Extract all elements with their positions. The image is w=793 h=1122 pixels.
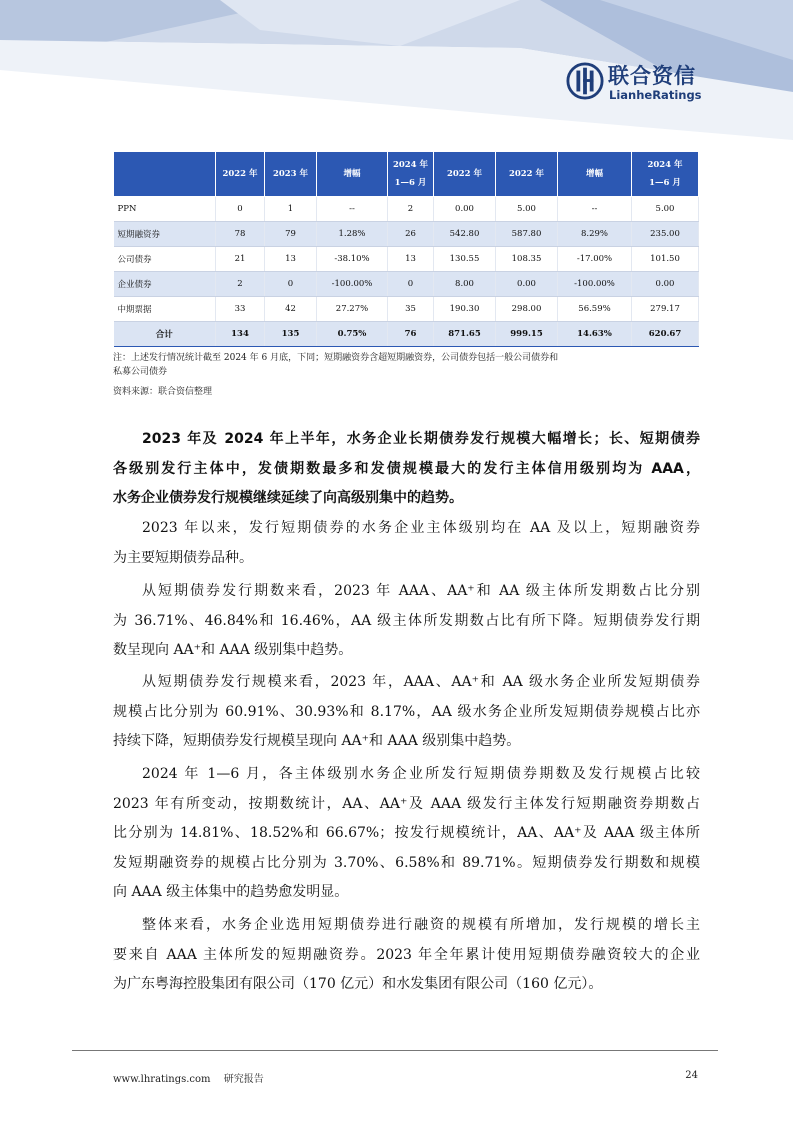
paragraph-line: 整体来看，水务企业选用短期债券进行融资的规模有所增加，发行规模的增长主	[142, 917, 700, 933]
row-label: 公司债券	[114, 247, 216, 272]
table-cell: 1	[265, 197, 317, 222]
table-row	[114, 222, 699, 247]
header-line: 2024 年	[647, 160, 683, 170]
table-cell: 0	[216, 197, 265, 222]
table-cell: 620.67	[632, 322, 699, 347]
bond-issuance-table	[113, 151, 699, 347]
table-cell: -100.00%	[558, 272, 632, 297]
table-cell: 13	[265, 247, 317, 272]
table-cell: 33	[216, 297, 265, 322]
table-cell: 542.80	[434, 222, 496, 247]
table-note-cont: 私募公司债券	[113, 367, 168, 377]
table-total-row	[114, 322, 699, 347]
table-cell: 1.28%	[317, 222, 388, 247]
table-cell: 0	[265, 272, 317, 297]
table-cell: 42	[265, 297, 317, 322]
row-label: 短期融资券	[114, 222, 216, 247]
table-cell: 21	[216, 247, 265, 272]
table-row	[114, 272, 699, 297]
table-cell: -17.00%	[558, 247, 632, 272]
header-line: 1—6 月	[649, 178, 681, 188]
table-header-cell: 2022 年	[216, 152, 265, 197]
table-header-cell	[388, 152, 434, 197]
page-number: 24	[685, 1070, 698, 1081]
paragraph-line: 比分别为 14.81%、18.52%和 66.67%；按发行规模统计，AA、AA⁺及 AAA 级主体所	[113, 825, 700, 841]
row-label: 企业债券	[114, 272, 216, 297]
row-label: 合计	[114, 322, 216, 347]
table-row	[114, 197, 699, 222]
paragraph-line: 要来自 AAA 主体所发的短期融资券。2023 年全年累计使用短期债券融资较大的企业	[113, 946, 700, 963]
table-cell: 0.00	[496, 272, 558, 297]
row-label: PPN	[114, 197, 216, 222]
paragraph-4	[113, 668, 700, 757]
table-cell: 2	[216, 272, 265, 297]
table-cell: 56.59%	[558, 297, 632, 322]
paragraph-line: 持续下降，短期债券发行规模呈现向 AA⁺和 AAA 级别集中趋势。	[113, 733, 521, 749]
table-cell: 101.50	[632, 247, 699, 272]
table-cell: 135	[265, 322, 317, 347]
paragraph-line: 为主要短期债券品种。	[113, 549, 253, 566]
table-header-cell	[632, 152, 699, 197]
table-source: 资料来源：联合资信整理	[113, 387, 213, 397]
table-note: 注：上述发行情况统计截至 2024 年 6 月底，下同；短期融资券含超短期融资券，公司债券包括一般公司债券和	[113, 353, 559, 363]
table-cell: 235.00	[632, 222, 699, 247]
paragraph-line: 从短期债券发行规模来看，2023 年，AAA、AA⁺和 AA 级水务企业所发短期债券	[142, 674, 700, 690]
table-cell: 27.27%	[317, 297, 388, 322]
brand-name-en: LianheRatings	[609, 88, 702, 102]
table-cell: 871.65	[434, 322, 496, 347]
brand-name-cn: 联合资信	[608, 64, 696, 88]
table-cell: 26	[388, 222, 434, 247]
table-header-cell: 增幅	[558, 152, 632, 197]
footer-website-link[interactable]: www.lhratings.com	[113, 1074, 211, 1085]
table-cell: 5.00	[496, 197, 558, 222]
paragraph-line: 为广东粤海控股集团有限公司（170 亿元）和水发集团有限公司（160 亿元）。	[113, 976, 603, 992]
table-header-cell	[114, 152, 216, 197]
header-line: 2024 年	[392, 160, 429, 170]
table-cell: 8.00	[434, 272, 496, 297]
table-row	[114, 247, 699, 272]
paragraph-6	[113, 911, 700, 1000]
table-cell: 13	[388, 247, 434, 272]
table-header-cell: 2023 年	[265, 152, 317, 197]
table-cell: 14.63%	[558, 322, 632, 347]
footer-divider	[72, 1050, 718, 1051]
table-cell: -100.00%	[317, 272, 388, 297]
table-cell: 0.00	[434, 197, 496, 222]
paragraph-line: 为 36.71%、46.84%和 16.46%，AA 级主体所发期数占比有所下降。短期债券发行期	[113, 612, 700, 629]
table-cell: 190.30	[434, 297, 496, 322]
brand-logo	[566, 60, 706, 106]
table-cell: 8.29%	[558, 222, 632, 247]
table-cell: 298.00	[496, 297, 558, 322]
table-row	[114, 297, 699, 322]
table-header-cell: 2022 年	[434, 152, 496, 197]
table-cell: 279.17	[632, 297, 699, 322]
table-cell: 2	[388, 197, 434, 222]
paragraph-line: 2023 年有所变动，按期数统计，AA、AA⁺及 AAA 级发行主体发行短期融资券期数占	[113, 795, 700, 812]
paragraph-line: 规模占比分别为 60.91%、30.93%和 8.17%，AA 级水务企业所发短期债券规模占比亦	[113, 703, 700, 720]
table-header-cell: 2022 年	[496, 152, 558, 197]
paragraph-5	[113, 760, 700, 908]
row-label: 中期票据	[114, 297, 216, 322]
table-cell: 587.80	[496, 222, 558, 247]
table-cell: 76	[388, 322, 434, 347]
paragraph-line: 发短期融资券的规模占比分别为 3.70%、6.58%和 89.71%。短期债券发行期数和规模	[113, 854, 700, 871]
table-header-cell: 增幅	[317, 152, 388, 197]
table-cell: 79	[265, 222, 317, 247]
footer-left	[113, 1070, 274, 1085]
table-cell: 0.00	[632, 272, 699, 297]
table-cell: --	[317, 197, 388, 222]
paragraph-2	[113, 514, 700, 573]
paragraph-line: 数呈现向 AA⁺和 AAA 级别集中趋势。	[113, 642, 353, 658]
footer-doc-type: 研究报告	[223, 1074, 264, 1085]
table-cell: 0.75%	[317, 322, 388, 347]
header-line: 1—6 月	[394, 178, 427, 188]
paragraph-line: 水务企业债券发行规模继续延续了向高级别集中的趋势。	[113, 490, 463, 506]
lianhe-logo-icon	[566, 62, 604, 100]
paragraph-line: 2023 年及 2024 年上半年，水务企业长期债券发行规模大幅增长；长、短期债券	[142, 431, 700, 447]
table-cell: 108.35	[496, 247, 558, 272]
paragraph-line: 向 AAA 级主体集中的趋势愈发明显。	[113, 884, 349, 900]
table-cell: 78	[216, 222, 265, 247]
paragraph-line: 2024 年 1—6 月，各主体级别水务企业所发行短期债券期数及发行规模占比较	[142, 766, 700, 782]
table-cell: 130.55	[434, 247, 496, 272]
table-cell: 5.00	[632, 197, 699, 222]
table-cell: --	[558, 197, 632, 222]
paragraph-line: 2023 年以来，发行短期债券的水务企业主体级别均在 AA 及以上，短期融资券	[142, 520, 700, 536]
table-cell: 35	[388, 297, 434, 322]
table-cell: -38.10%	[317, 247, 388, 272]
paragraph-line: 各级别发行主体中，发债期数最多和发债规模最大的发行主体信用级别均为 AAA，	[113, 460, 700, 477]
paragraph-1	[113, 425, 700, 514]
table-cell: 999.15	[496, 322, 558, 347]
table-header-row	[114, 152, 699, 197]
paragraph-line: 从短期债券发行期数来看，2023 年 AAA、AA⁺和 AA 级主体所发期数占比分别	[142, 583, 700, 599]
table-cell: 134	[216, 322, 265, 347]
table-cell: 0	[388, 272, 434, 297]
paragraph-3	[113, 577, 700, 666]
